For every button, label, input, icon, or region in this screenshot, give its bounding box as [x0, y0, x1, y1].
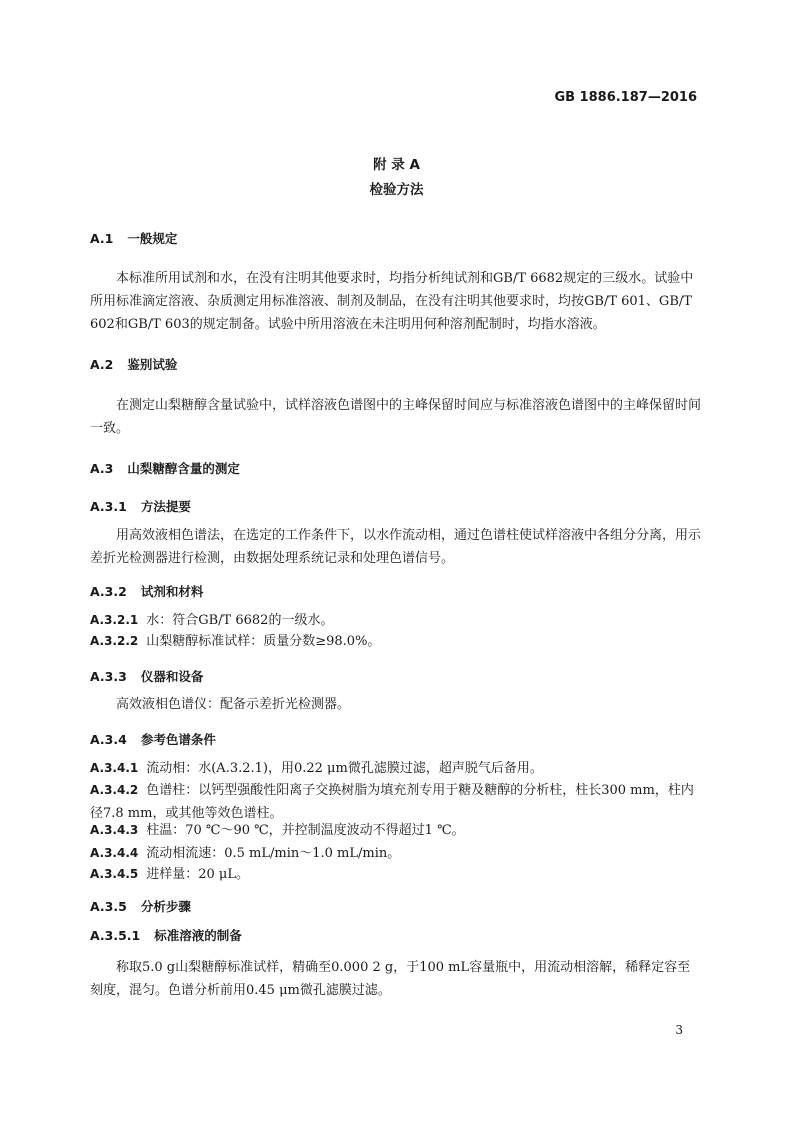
section-title: 一般规定 [127, 231, 178, 246]
section-number: A.3 [90, 461, 114, 476]
item-number: A.3.4.4 [90, 846, 139, 860]
section-title: 方法提要 [140, 499, 191, 514]
section-title: 仪器和设备 [140, 669, 204, 684]
section-a33-paragraph: 高效液相色谱仪：配备示差折光检测器。 [116, 697, 351, 712]
section-heading-a1 [90, 229, 177, 247]
section-title: 分析步骤 [140, 899, 191, 914]
item-text: 流动相：水(A.3.2.1)，用0.22 μm微孔滤膜过滤，超声脱气后备用。 [146, 761, 543, 776]
item-number: A.3.4.2 [90, 783, 139, 797]
item-number: A.3.4.1 [90, 761, 139, 775]
appendix-label: 附 录 A [373, 157, 420, 173]
section-heading-a33 [90, 667, 203, 685]
section-heading-a34 [90, 730, 216, 748]
standard-number: GB 1886.187—2016 [554, 90, 697, 105]
list-item [90, 842, 702, 865]
section-number: A.2 [90, 357, 114, 372]
section-a2-paragraph: 在测定山梨糖醇含量试验中，试样溶液色谱图中的主峰保留时间应与标准溶液色谱图中的主峰保留时间一致。 [90, 398, 702, 436]
section-title: 鉴别试验 [127, 357, 178, 372]
item-text: 流动相流速：0.5 mL/min～1.0 mL/min。 [146, 846, 401, 861]
page-number: 3 [675, 1023, 683, 1037]
section-number: A.3.1 [90, 499, 127, 514]
section-title: 试剂和材料 [140, 584, 204, 599]
section-number: A.3.2 [90, 584, 127, 599]
section-number: A.3.3 [90, 669, 127, 684]
item-text: 水：符合GB/T 6682的一级水。 [146, 613, 334, 628]
appendix-title: 检验方法 [369, 182, 424, 198]
item-text: 色谱柱：以钙型强酸性阳离子交换树脂为填充剂专用于糖及糖醇的分析柱，柱长300 mm，柱内径7.8 mm，或其他等效色谱柱。 [90, 783, 694, 821]
section-number: A.3.4 [90, 732, 127, 747]
section-heading-a35 [90, 897, 191, 915]
section-heading-a3 [90, 459, 240, 477]
item-number: A.3.2.1 [90, 613, 139, 627]
section-title: 参考色谱条件 [140, 732, 216, 747]
list-item [90, 863, 702, 886]
section-a1-paragraph: 本标准所用试剂和水，在没有注明其他要求时，均指分析纯试剂和GB/T 6682规定的三级水。试验中所用标准滴定溶液、杂质测定用标准溶液、制剂及制品，在没有注明其他要求时，均按GB/T 601、GB/T 602和GB/T 603的规定制备。试验中所用溶液在未注明用何种溶剂配制时，均指水溶液。 [90, 271, 694, 332]
list-item [90, 757, 702, 780]
section-heading-a31 [90, 497, 191, 515]
section-a31-paragraph: 用高效液相色谱法，在选定的工作条件下，以水作流动相，通过色谱柱使试样溶液中各组分分离，用示差折光检测器进行检测，由数据处理系统记录和处理色谱信号。 [90, 528, 702, 566]
section-number: A.1 [90, 231, 114, 246]
item-text: 进样量：20 μL。 [146, 867, 249, 882]
item-number: A.3.4.5 [90, 867, 139, 881]
item-text: 柱温：70 ℃～90 ℃，并控制温度波动不得超过1 ℃。 [146, 823, 465, 838]
section-number: A.3.5 [90, 899, 127, 914]
section-title: 山梨糖醇含量的测定 [127, 461, 240, 476]
list-item [90, 609, 702, 632]
section-heading-a2 [90, 355, 177, 373]
item-number: A.3.2.2 [90, 634, 139, 648]
list-item [90, 630, 702, 653]
section-heading-a32 [90, 582, 203, 600]
section-number: A.3.5.1 [90, 928, 141, 943]
item-text: 山梨糖醇标准试样：质量分数≥98.0%。 [146, 634, 381, 649]
section-a351-paragraph: 称取5.0 g山梨糖醇标准试样，精确至0.000 2 g，于100 mL容量瓶中，用流动相溶解，稀释定容至刻度，混匀。色谱分析前用0.45 μm微孔滤膜过滤。 [90, 960, 691, 998]
item-number: A.3.4.3 [90, 823, 139, 837]
list-item [90, 819, 702, 842]
section-heading-a351 [90, 926, 242, 944]
section-title: 标准溶液的制备 [154, 928, 242, 943]
